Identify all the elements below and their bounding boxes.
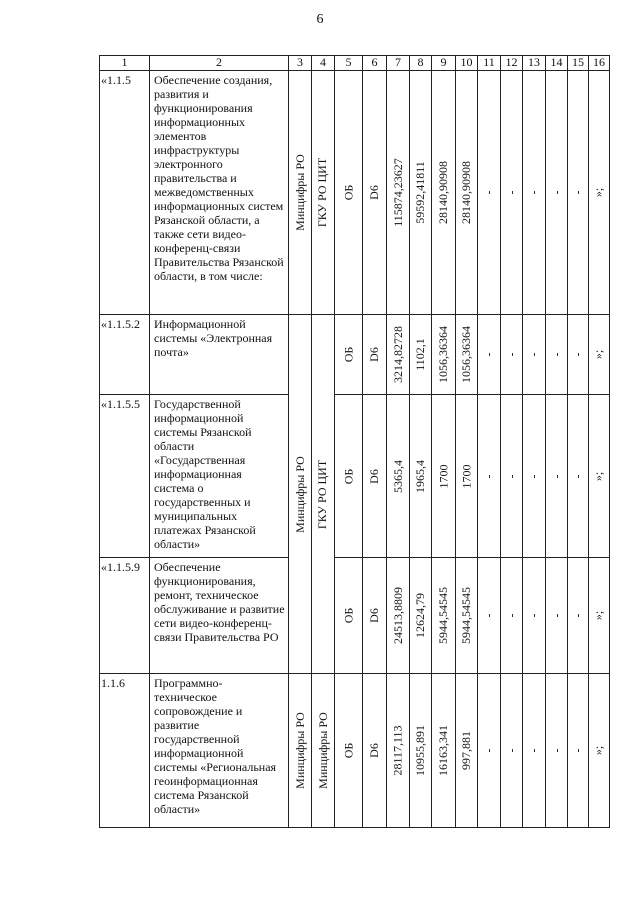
row-col-8-text: 1965,4: [413, 459, 427, 493]
row-description: Государственной информационной системы Рязанской области «Государственная информационная система о государственных и муниципальных платежах Рязанской области»: [149, 394, 289, 558]
merged-executor-text: ГКУ РО ЦИТ: [315, 459, 330, 529]
row-col-12: [500, 394, 523, 558]
row-col-15-text: -: [570, 190, 585, 195]
row-col-11: [477, 673, 501, 828]
row-col-10: [455, 673, 478, 828]
row-description: Информационной системы «Электронная почта»: [149, 314, 289, 395]
row-col-7: [386, 70, 410, 315]
row-col-15: [567, 394, 589, 558]
row-col-9: [431, 557, 456, 674]
row-col-13-text: -: [526, 613, 541, 618]
row-col-8: [409, 557, 432, 674]
row-col-7-text: 24513,8809: [390, 587, 405, 644]
row-col-11-text: -: [481, 352, 496, 357]
row-col-9-text: 1700: [436, 464, 450, 488]
row-col-16-text: »;: [591, 471, 606, 481]
row-col-14-text: -: [549, 474, 563, 478]
row-col-12-text: -: [504, 190, 518, 195]
row-col-11: [477, 70, 501, 315]
row-col-12: [500, 314, 523, 395]
row-col-5-text: ОБ: [341, 184, 355, 201]
row-col-6: [362, 314, 387, 395]
row-col-14: [545, 557, 568, 674]
row-col-12-text: -: [504, 613, 518, 618]
row-col-8: [409, 70, 432, 315]
row-col-9: [431, 314, 456, 395]
row-col-7-text: 28117,113: [390, 725, 405, 776]
merged-responsible-text: Минцифры РО: [292, 455, 307, 533]
row-col-6: [362, 557, 387, 674]
row-col-15-text: -: [570, 352, 585, 357]
row-col-9: [431, 70, 456, 315]
row-col-9-text: 28140,90908: [436, 161, 450, 224]
row-col-10-text: 5944,54545: [459, 587, 473, 644]
row-col-10: [455, 557, 478, 674]
row-col-13: [522, 314, 546, 395]
row-col-6-text: D6: [366, 347, 381, 362]
row-executor-text: Минцифры РО: [315, 712, 330, 789]
row-col-5-text: ОБ: [341, 346, 355, 363]
row-col-14: [545, 673, 568, 828]
header-col-7: 7: [386, 55, 410, 71]
row-col-16-text: »;: [591, 187, 606, 198]
row-col-8: [409, 673, 432, 828]
row-col-9-text: 5944,54545: [436, 587, 450, 644]
row-col-5-text: ОБ: [341, 607, 355, 624]
row-responsible-text: Минцифры РО: [292, 154, 307, 231]
row-col-14-text: -: [549, 613, 563, 618]
row-col-12-text: -: [504, 748, 518, 753]
row-col-14: [545, 70, 568, 315]
row-col-13: [522, 673, 546, 828]
header-col-2: 2: [149, 55, 289, 71]
row-col-12-text: -: [504, 352, 518, 357]
header-col-15: 15: [567, 55, 589, 71]
row-col-11-text: -: [481, 613, 496, 618]
row-col-15: [567, 314, 589, 395]
row-col-12: [500, 70, 523, 315]
row-col-16: [588, 673, 610, 828]
row-col-13: [522, 70, 546, 315]
merged-executor: [311, 314, 335, 674]
row-col-16: [588, 394, 610, 558]
row-col-15: [567, 673, 589, 828]
page-number: 6: [316, 12, 324, 27]
row-col-9: [431, 394, 456, 558]
row-col-10: [455, 70, 478, 315]
header-col-11: 11: [477, 55, 501, 71]
row-col-6-text: D6: [366, 185, 381, 200]
row-col-11-text: -: [481, 190, 496, 195]
row-code: «1.1.5.2: [99, 314, 150, 395]
row-col-6-text: D6: [366, 608, 381, 623]
row-code: «1.1.5.9: [99, 557, 150, 674]
row-col-6: [362, 673, 387, 828]
row-col-13-text: -: [526, 352, 541, 357]
row-col-7-text: 115874,23627: [390, 158, 405, 227]
row-col-10-text: 1700: [459, 464, 473, 488]
merged-responsible: [288, 314, 312, 674]
row-col-5: [334, 314, 363, 395]
row-description: Программно-техническое сопровождение и развитие государственной информационной системы «Региональная геоинформационная система Рязанской области»: [149, 673, 289, 828]
row-col-7: [386, 314, 410, 395]
row-col-10-text: 997,881: [459, 731, 473, 770]
row-col-6: [362, 394, 387, 558]
row-executor: [311, 70, 335, 315]
row-col-5: [334, 70, 363, 315]
row-col-16: [588, 314, 610, 395]
row-col-8: [409, 394, 432, 558]
row-col-11: [477, 314, 501, 395]
header-col-1: 1: [99, 55, 150, 71]
row-responsible: [288, 673, 312, 828]
header-col-10: 10: [455, 55, 478, 71]
row-code: 1.1.6: [99, 673, 150, 828]
row-col-11-text: -: [481, 474, 496, 478]
row-col-8: [409, 314, 432, 395]
row-col-6-text: D6: [366, 468, 381, 484]
row-col-7: [386, 394, 410, 558]
row-col-7: [386, 557, 410, 674]
row-col-9: [431, 673, 456, 828]
row-col-5: [334, 557, 363, 674]
row-executor-text: ГКУ РО ЦИТ: [315, 157, 330, 228]
row-col-16: [588, 70, 610, 315]
row-code: «1.1.5.5: [99, 394, 150, 558]
row-col-11: [477, 557, 501, 674]
row-col-10-text: 1056,36364: [459, 326, 473, 383]
row-col-5-text: ОБ: [341, 742, 355, 759]
row-col-13-text: -: [526, 190, 541, 195]
row-executor: [311, 673, 335, 828]
row-col-13-text: -: [526, 474, 541, 478]
row-description: Обеспечение создания, развития и функционирования информационных элементов инфраструктуры электронного правительства и межведомственных информационных систем Рязанской области, а также сети видео-конференц-связи Правительства Рязанской области, в том числе:: [149, 70, 289, 315]
row-responsible: [288, 70, 312, 315]
header-col-5: 5: [334, 55, 363, 71]
row-col-7-text: 3214,82728: [390, 326, 405, 383]
row-col-8-text: 12624,79: [413, 593, 427, 638]
row-col-8-text: 1102,1: [413, 338, 427, 371]
header-col-12: 12: [500, 55, 523, 71]
row-col-16: [588, 557, 610, 674]
row-col-7: [386, 673, 410, 828]
row-col-14-text: -: [549, 190, 563, 195]
row-col-13-text: -: [526, 748, 541, 753]
row-col-14: [545, 314, 568, 395]
row-col-16-text: »;: [591, 610, 606, 621]
row-code: «1.1.5: [99, 70, 150, 315]
row-col-9-text: 1056,36364: [436, 326, 450, 383]
row-col-14-text: -: [549, 748, 563, 753]
row-col-9-text: 16163,341: [436, 725, 450, 776]
row-description: Обеспечение функционирования, ремонт, техническое обслуживание и развитие сети видео-конференц-связи Правительства РО: [149, 557, 289, 674]
row-col-16-text: »;: [591, 349, 606, 360]
header-col-3: 3: [288, 55, 312, 71]
row-col-15: [567, 70, 589, 315]
header-col-9: 9: [431, 55, 456, 71]
row-col-14-text: -: [549, 352, 563, 357]
row-col-11-text: -: [481, 748, 496, 753]
row-col-15-text: -: [570, 474, 585, 478]
row-col-5: [334, 673, 363, 828]
row-col-15-text: -: [570, 748, 585, 753]
row-col-14: [545, 394, 568, 558]
row-col-12: [500, 673, 523, 828]
header-col-4: 4: [311, 55, 335, 71]
header-col-16: 16: [588, 55, 610, 71]
row-col-13: [522, 557, 546, 674]
row-col-16-text: »;: [591, 745, 606, 756]
row-col-13: [522, 394, 546, 558]
row-col-10: [455, 314, 478, 395]
row-col-7-text: 5365,4: [390, 459, 405, 493]
row-col-15: [567, 557, 589, 674]
row-col-10: [455, 394, 478, 558]
header-col-13: 13: [522, 55, 546, 71]
header-col-8: 8: [409, 55, 432, 71]
row-col-15-text: -: [570, 613, 585, 618]
row-col-12-text: -: [504, 474, 518, 478]
row-col-11: [477, 394, 501, 558]
row-col-5: [334, 394, 363, 558]
header-col-6: 6: [362, 55, 387, 71]
row-col-8-text: 10955,891: [413, 725, 427, 776]
row-col-5-text: ОБ: [341, 468, 355, 484]
row-col-6-text: D6: [366, 743, 381, 758]
row-col-12: [500, 557, 523, 674]
row-responsible-text: Минцифры РО: [292, 712, 307, 789]
row-col-6: [362, 70, 387, 315]
row-col-8-text: 59592,41811: [413, 161, 427, 224]
header-col-14: 14: [545, 55, 568, 71]
row-col-10-text: 28140,90908: [459, 161, 473, 224]
